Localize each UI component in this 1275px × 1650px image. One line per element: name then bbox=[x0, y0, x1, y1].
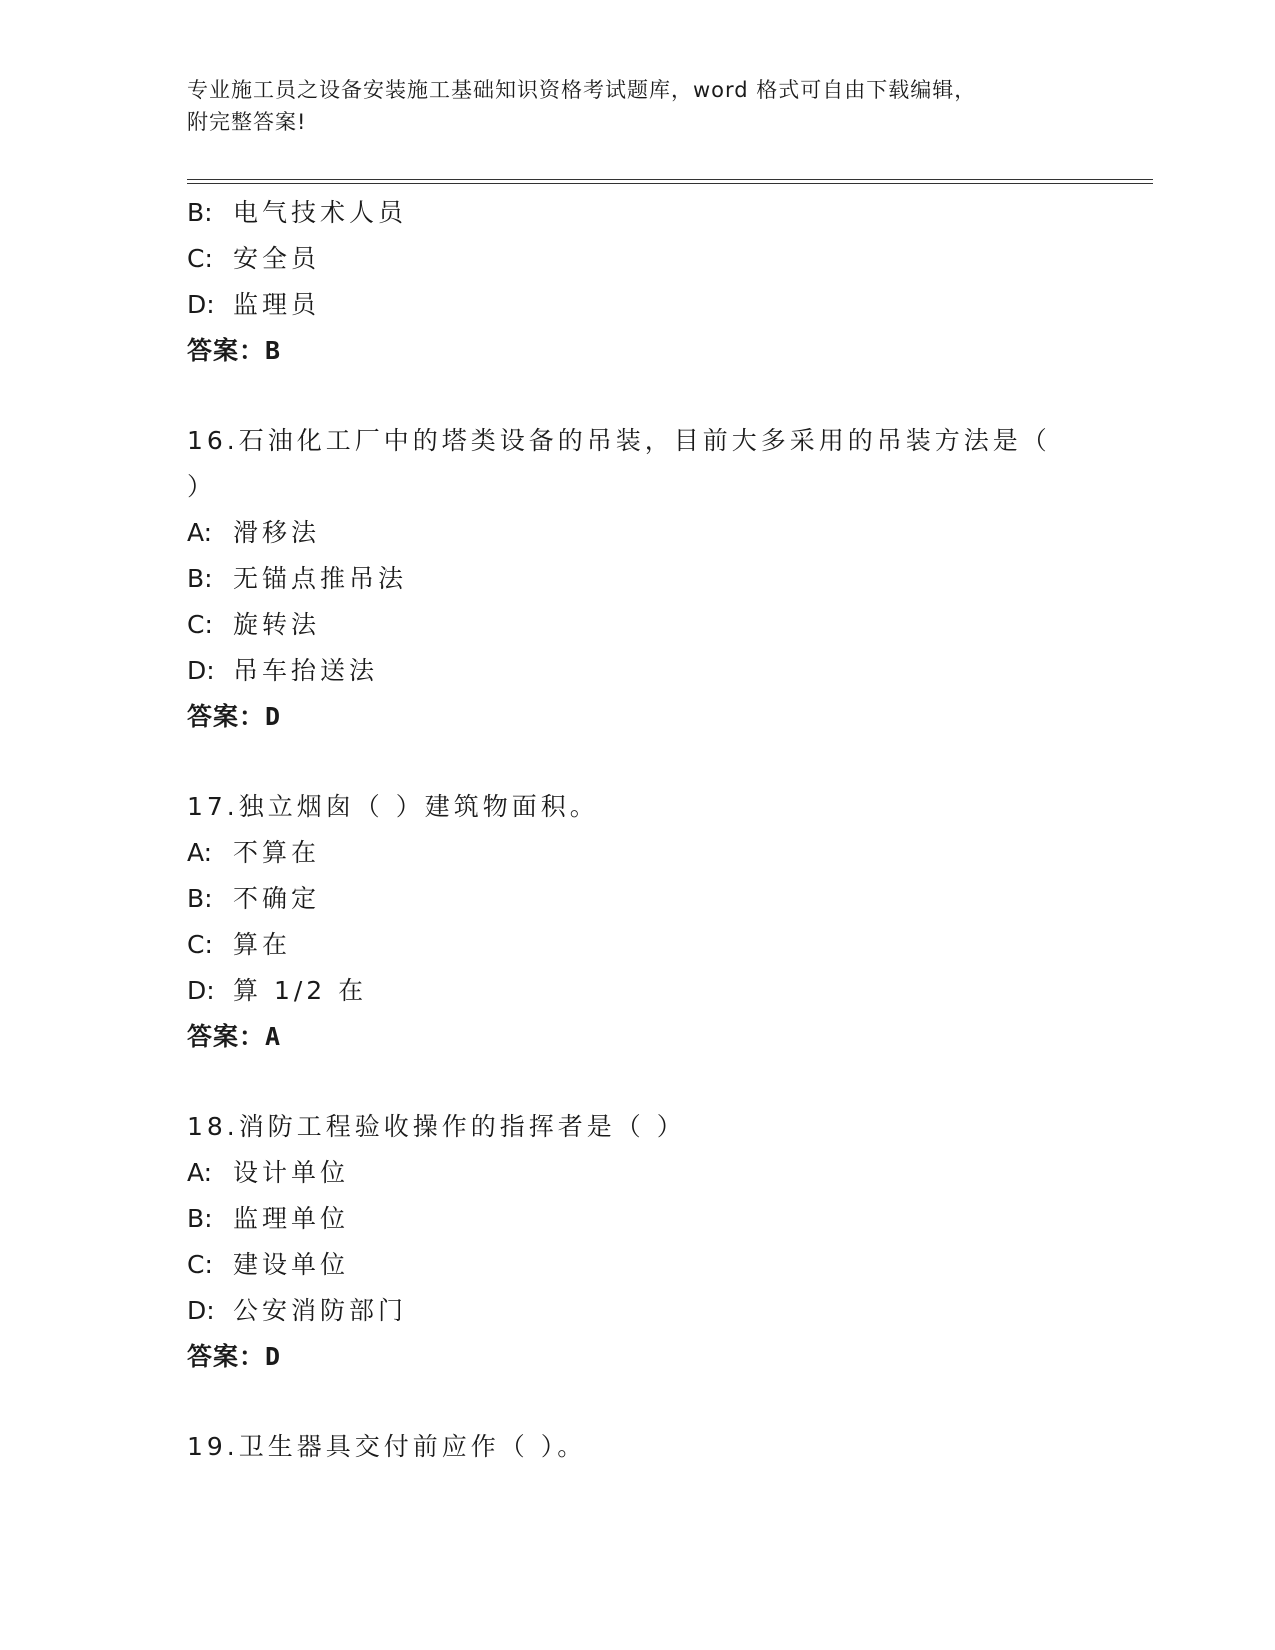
question-stem: 17.独立烟囱（ ）建筑物面积。 bbox=[187, 792, 599, 821]
option-c: C: 建设单位 bbox=[187, 1250, 350, 1279]
option-a: A: 滑移法 bbox=[187, 518, 321, 547]
option-a: A: 设计单位 bbox=[187, 1158, 350, 1187]
option-c: C: 算在 bbox=[187, 930, 292, 959]
question-stem-continued: ） bbox=[187, 472, 217, 501]
answer: 答案：D bbox=[187, 702, 282, 731]
header-rule-top bbox=[187, 179, 1153, 180]
option-b: B: 电气技术人员 bbox=[187, 198, 408, 227]
question-17 bbox=[187, 784, 1087, 1060]
question-19 bbox=[187, 1424, 1087, 1470]
option-d: D: 吊车抬送法 bbox=[187, 656, 379, 685]
answer: 答案：A bbox=[187, 1022, 282, 1051]
document-header bbox=[187, 74, 1087, 138]
answer: 答案：B bbox=[187, 336, 282, 365]
question-list bbox=[187, 190, 1087, 1470]
option-c: C: 旋转法 bbox=[187, 610, 321, 639]
option-b: B: 不确定 bbox=[187, 884, 321, 913]
question-15-tail bbox=[187, 190, 1087, 374]
question-16 bbox=[187, 418, 1087, 740]
question-stem: 19.卫生器具交付前应作（ ）。 bbox=[187, 1432, 587, 1461]
question-stem: 16.石油化工厂中的塔类设备的吊装，目前大多采用的吊装方法是（ bbox=[187, 426, 1051, 455]
header-line-2: 附完整答案! bbox=[187, 110, 307, 134]
option-b: B: 无锚点推吊法 bbox=[187, 564, 408, 593]
header-rule-bottom bbox=[187, 183, 1153, 184]
answer: 答案：D bbox=[187, 1342, 282, 1371]
option-d: D: 公安消防部门 bbox=[187, 1296, 408, 1325]
option-d: D: 监理员 bbox=[187, 290, 321, 319]
question-stem: 18.消防工程验收操作的指挥者是（ ） bbox=[187, 1112, 686, 1141]
header-line-1: 专业施工员之设备安装施工基础知识资格考试题库，word 格式可自由下载编辑， bbox=[187, 78, 977, 102]
option-a: A: 不算在 bbox=[187, 838, 321, 867]
option-d: D: 算 1/2 在 bbox=[187, 976, 368, 1005]
option-b: B: 监理单位 bbox=[187, 1204, 350, 1233]
option-c: C: 安全员 bbox=[187, 244, 321, 273]
question-18 bbox=[187, 1104, 1087, 1380]
